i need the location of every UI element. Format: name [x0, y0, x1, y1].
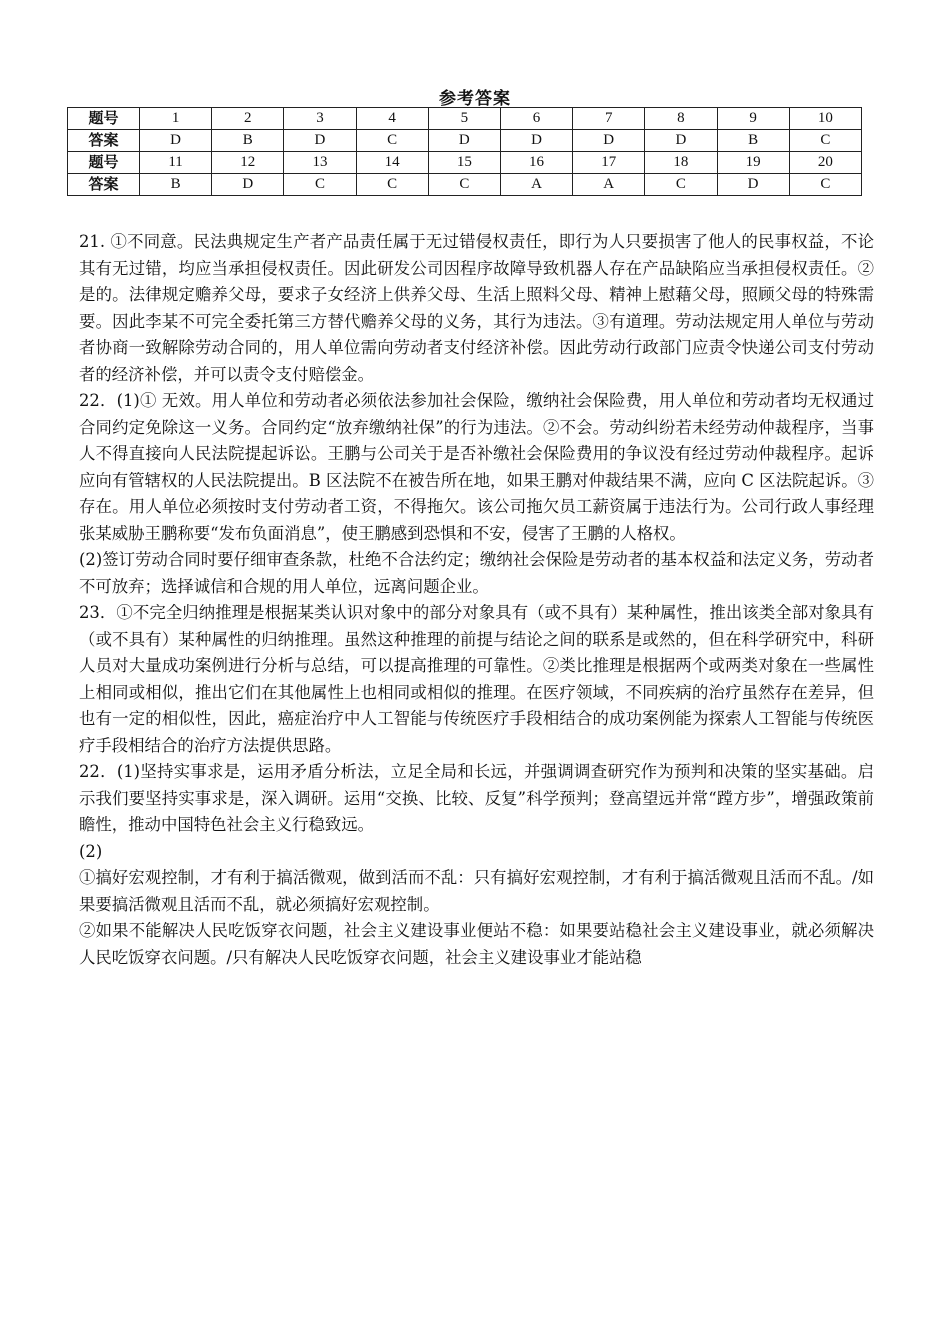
table-cell: D: [428, 130, 500, 152]
table-cell: A: [573, 174, 645, 196]
table-cell: 4: [356, 108, 428, 130]
table-cell: 10: [789, 108, 861, 130]
table-cell: 7: [573, 108, 645, 130]
table-cell: 18: [645, 152, 717, 174]
table-row: [68, 152, 862, 174]
table-row: [68, 174, 862, 196]
table-cell: 8: [645, 108, 717, 130]
answer-22-part-1: 22．(1)① 无效。用人单位和劳动者必须依法参加社会保险，缴纳社会保险费，用人单位和劳动者均无权通过合同约定免除这一义务。合同约定“放弃缴纳社保”的行为违法。②不会。劳动纠纷若未经劳动仲裁程序，当事人不得直接向人民法院提起诉讼。王鹏与公司关于是否补缴社会保险费用的争议没有经过劳动仲裁程序。起诉应向有管辖权的人民法院提出。B 区法院不在被告所在地，如果王鹏对仲裁结果不满，应向 C 区法院起诉。③存在。用人单位必须按时支付劳动者工资，不得拖欠。该公司拖欠员工薪资属于违法行为。公司行政人事经理张某威胁王鹏称要“发布负面消息”，使王鹏感到恐惧和不安，侵害了王鹏的人格权。: [79, 391, 874, 543]
table-cell: D: [500, 130, 572, 152]
table-cell: 3: [284, 108, 356, 130]
table-cell: D: [284, 130, 356, 152]
table-cell: C: [356, 174, 428, 196]
answer-24-part-1: 22．(1)坚持实事求是，运用矛盾分析法，立足全局和长远，并强调调查研究作为预判和决策的坚实基础。启示我们要坚持实事求是，深入调研。运用“交换、比较、反复”科学预判；登高望远并常“蹚方步”，增强政策前瞻性，推动中国特色社会主义行稳致远。: [79, 762, 874, 834]
table-cell: C: [284, 174, 356, 196]
answer-21: 21. ①不同意。民法典规定生产者产品责任属于无过错侵权责任，即行为人只要损害了他人的民事权益，不论其有无过错，均应当承担侵权责任。因此研发公司因程序故障导致机器人存在产品缺陷应当承担侵权责任。②是的。法律规定赡养父母，要求子女经济上供养父母、生活上照料父母、精神上慰藉父母，照顾父母的特殊需要。因此李某不可完全委托第三方替代赡养父母的义务，其行为违法。③有道理。劳动法规定用人单位与劳动者协商一致解除劳动合同的，用人单位需向劳动者支付经济补偿。因此劳动行政部门应责令快递公司支付劳动者的经济补偿，并可以责令支付赔偿金。: [79, 232, 874, 384]
answer-24-part-2-label: (2): [79, 841, 103, 861]
table-cell: 14: [356, 152, 428, 174]
table-cell: B: [717, 130, 789, 152]
table-cell: D: [140, 130, 212, 152]
row-label: 题号: [68, 152, 140, 174]
page-title: 参考答案: [439, 89, 511, 109]
table-cell: 2: [212, 108, 284, 130]
table-cell: 13: [284, 152, 356, 174]
answer-24-part-2-item-1: ①搞好宏观控制，才有利于搞活微观，做到活而不乱：只有搞好宏观控制，才有利于搞活微观且活而不乱。/如果要搞活微观且活而不乱，就必须搞好宏观控制。: [79, 868, 874, 914]
row-label: 答案: [68, 130, 140, 152]
table-cell: A: [500, 174, 572, 196]
table-cell: C: [356, 130, 428, 152]
table-row: [68, 108, 862, 130]
answer-23: 23．①不完全归纳推理是根据某类认识对象中的部分对象具有（或不具有）某种属性，推出该类全部对象具有（或不具有）某种属性的归纳推理。虽然这种推理的前提与结论之间的联系是或然的，但在科学研究中，科研人员对大量成功案例进行分析与总结，可以提高推理的可靠性。②类比推理是根据两个或两类对象在一些属性上相同或相似，推出它们在其他属性上也相同或相似的推理。在医疗领域，不同疾病的治疗虽然存在差异，但也有一定的相似性，因此，癌症治疗中人工智能与传统医疗手段相结合的成功案例能为探索人工智能与传统医疗手段相结合的治疗方法提供思路。: [79, 603, 874, 755]
table-cell: 1: [140, 108, 212, 130]
table-cell: D: [717, 174, 789, 196]
table-cell: D: [645, 130, 717, 152]
table-cell: C: [645, 174, 717, 196]
table-cell: C: [428, 174, 500, 196]
table-cell: 11: [140, 152, 212, 174]
table-cell: C: [789, 174, 861, 196]
table-cell: 6: [500, 108, 572, 130]
table-cell: 5: [428, 108, 500, 130]
answer-table: [67, 107, 862, 196]
table-cell: D: [212, 174, 284, 196]
table-cell: 19: [717, 152, 789, 174]
table-cell: 16: [500, 152, 572, 174]
table-cell: 20: [789, 152, 861, 174]
table-cell: C: [789, 130, 861, 152]
row-label: 题号: [68, 108, 140, 130]
row-label: 答案: [68, 174, 140, 196]
answer-22-part-2: (2)签订劳动合同时要仔细审查条款，杜绝不合法约定；缴纳社会保险是劳动者的基本权益和法定义务，劳动者不可放弃；选择诚信和合规的用人单位，远离问题企业。: [79, 550, 874, 596]
table-cell: D: [573, 130, 645, 152]
table-cell: 15: [428, 152, 500, 174]
table-cell: B: [140, 174, 212, 196]
table-row: [68, 130, 862, 152]
table-cell: B: [212, 130, 284, 152]
answer-text: [79, 229, 874, 971]
table-cell: 12: [212, 152, 284, 174]
answer-24-part-2-item-2: ②如果不能解决人民吃饭穿衣问题，社会主义建设事业便站不稳：如果要站稳社会主义建设事业，就必须解决人民吃饭穿衣问题。/只有解决人民吃饭穿衣问题，社会主义建设事业才能站稳: [79, 921, 874, 967]
table-cell: 9: [717, 108, 789, 130]
table-cell: 17: [573, 152, 645, 174]
